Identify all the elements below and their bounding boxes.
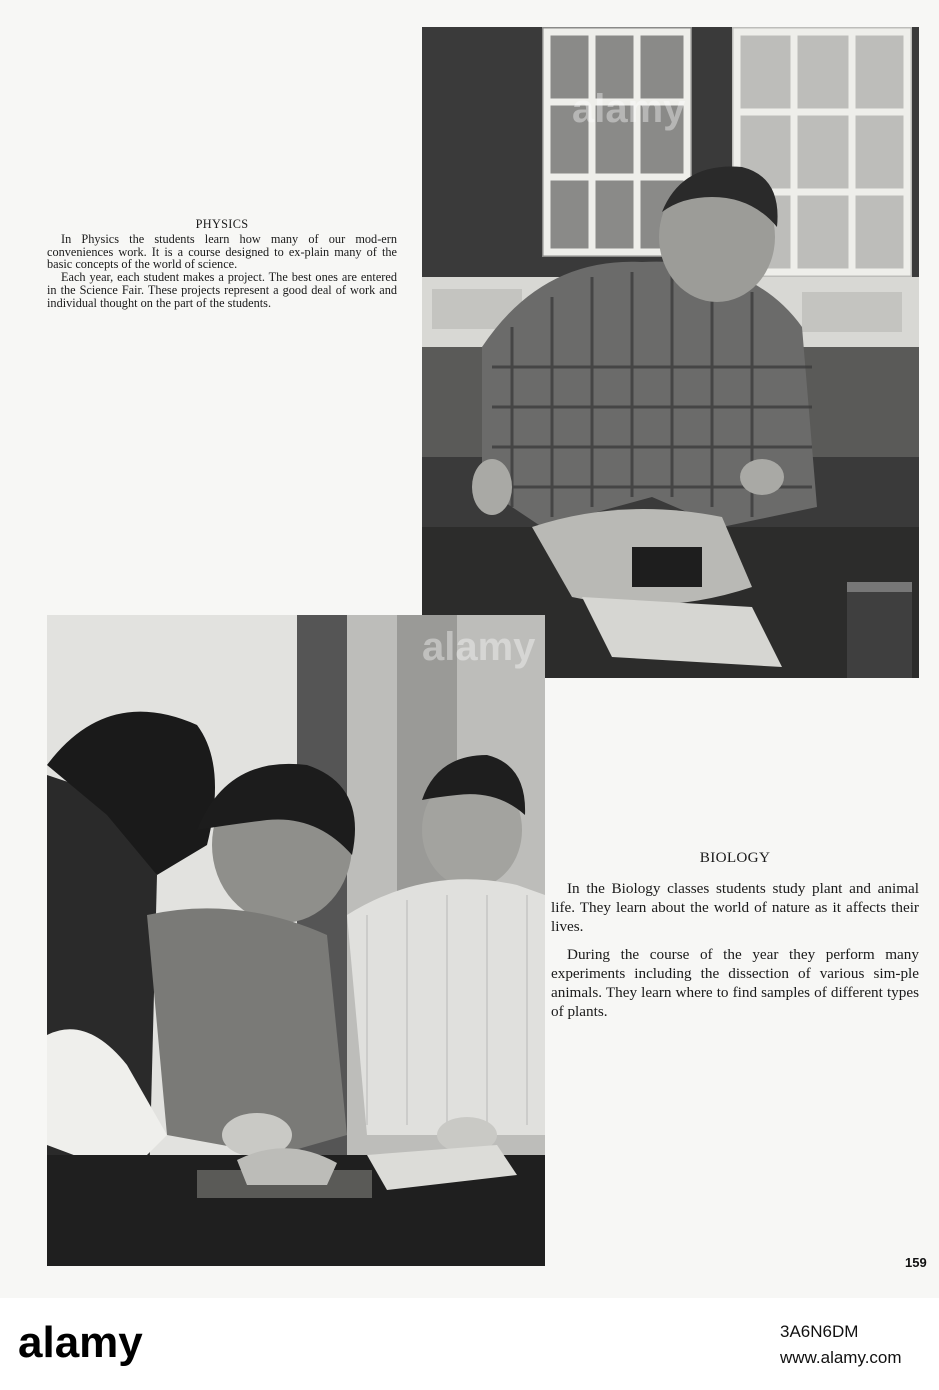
- biology-section: [551, 848, 919, 1030]
- stock-image-id: 3A6N6DM: [780, 1322, 859, 1341]
- physics-photo: [422, 27, 919, 678]
- biology-heading: BIOLOGY: [699, 849, 771, 866]
- biology-paragraph-2: During the course of the year they perform many experiments including the dissection of various sim-ple animals. They learn where to find samples of different types of plants.: [551, 946, 919, 1020]
- stock-url: www.alamy.com: [780, 1348, 902, 1367]
- physics-photo-illustration: [422, 27, 919, 678]
- page-number: 159: [905, 1255, 927, 1270]
- physics-heading: PHYSICS: [195, 217, 249, 231]
- physics-paragraph-1: In Physics the students learn how many of our mod-ern conveniences work. It is a course designed to ex-plain many of the basic concepts of the world of science.: [47, 231, 397, 272]
- biology-photo: [47, 615, 545, 1266]
- biology-paragraph-1: In the Biology classes students study plant and animal life. They learn about the world of nature as it affects their lives.: [551, 880, 919, 935]
- watermark-text: alamy: [572, 87, 686, 131]
- biology-photo-illustration: [47, 615, 545, 1266]
- physics-section: [47, 218, 397, 310]
- watermark-text: alamy: [422, 625, 536, 669]
- physics-paragraph-2: Each year, each student makes a project. The best ones are entered in the Science Fair. These projects represent a good deal of work and individual thought on the part of the students.: [47, 270, 397, 310]
- stock-brand-logo: alamy: [18, 1318, 143, 1367]
